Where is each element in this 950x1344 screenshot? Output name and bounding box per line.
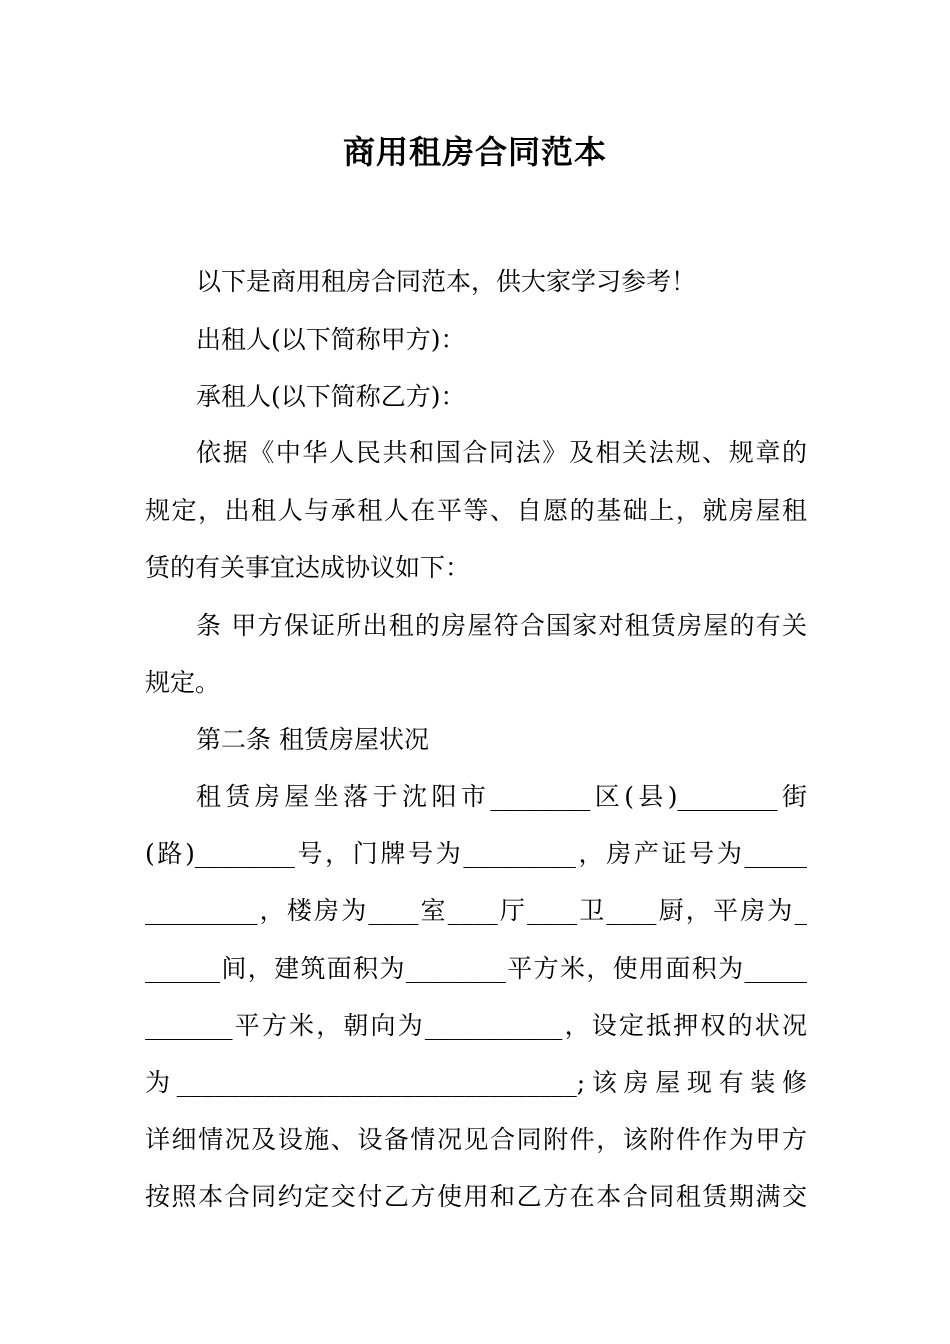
paragraph-line: 依据《中华人民共和国合同法》及相关法规、规章的 (196, 438, 807, 467)
clause-line: 为________________________________;该房屋现有装修 (145, 1068, 807, 1097)
clause-line: _________，楼房为____室____厅____卫____厨，平房为_ (145, 896, 807, 925)
document-title: 商用租房合同范本 (342, 133, 607, 171)
clause-line: ______间，建筑面积为________平方米，使用面积为_____ (145, 954, 807, 983)
intro-line: 以下是商用租房合同范本，供大家学习参考！ (196, 267, 697, 296)
clause-line: 按照本合同约定交付乙方使用和乙方在本合同租赁期满交 (145, 1182, 807, 1211)
paragraph-line: 规定，出租人与承租人在平等、自愿的基础上，就房屋租 (145, 496, 807, 525)
clause-line: 条 甲方保证所出租的房屋符合国家对租赁房屋的有关 (196, 611, 807, 640)
clause-line: 租赁房屋坐落于沈阳市________区(县)________街 (196, 782, 807, 811)
clause-line: _______平方米，朝向为___________，设定抵押权的状况 (145, 1011, 807, 1040)
lessor-line: 出租人(以下简称甲方)： (196, 325, 466, 354)
clause-line: (路)________号，门牌号为_________，房产证号为_____ (145, 839, 807, 868)
lessee-line: 承租人(以下简称乙方)： (196, 382, 466, 411)
clause-line: 规定。 (145, 668, 221, 697)
clause-line: 详细情况及设施、设备情况见合同附件，该附件作为甲方 (145, 1125, 807, 1154)
clause-heading: 第二条 租赁房屋状况 (196, 725, 429, 754)
paragraph-line: 赁的有关事宜达成协议如下： (145, 553, 471, 582)
